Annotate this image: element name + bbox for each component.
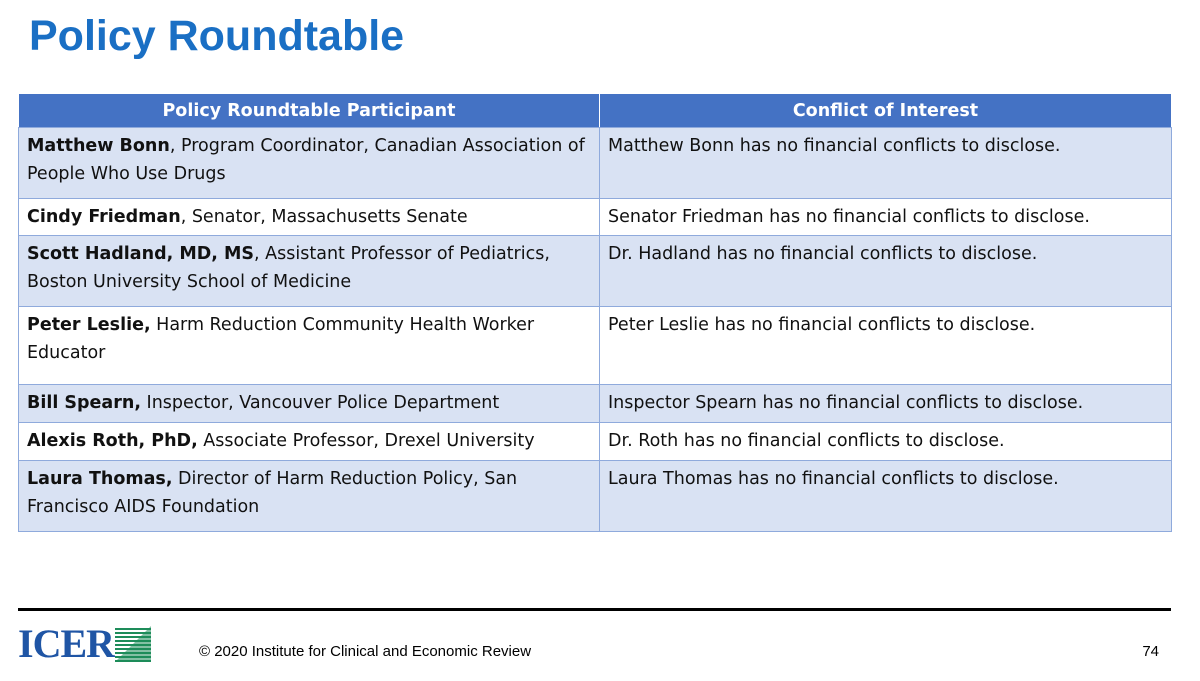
footer-divider — [18, 608, 1171, 611]
participant-cell — [19, 385, 600, 423]
conflict-cell: Senator Friedman has no financial conflicts to disclose. — [600, 199, 1172, 236]
logo-text: ICER — [18, 621, 115, 666]
participant-cell — [19, 236, 600, 307]
participant-cell — [19, 307, 600, 385]
participant-role: Associate Professor, Drexel University — [197, 431, 535, 451]
participant-role: , Program Coordinator, Canadian Association of People Who Use Drugs — [27, 136, 585, 184]
participant-name: Scott Hadland, MD, MS — [27, 244, 255, 264]
participant-role: Director of Harm Reduction Policy, San Francisco AIDS Foundation — [27, 469, 518, 517]
copyright-text: © 2020 Institute for Clinical and Economic Review — [199, 643, 532, 660]
participant-name: Laura Thomas, — [27, 469, 173, 489]
participant-name: Peter Leslie, — [27, 315, 151, 335]
participant-cell — [19, 128, 600, 199]
participant-name: Matthew Bonn — [27, 136, 170, 156]
table-row — [19, 199, 1172, 236]
table-row — [19, 307, 1172, 385]
participant-name: Cindy Friedman — [27, 207, 181, 227]
participant-role: Inspector, Vancouver Police Department — [140, 393, 500, 413]
participant-name: Alexis Roth, PhD, — [27, 431, 198, 451]
table-row — [19, 423, 1172, 461]
participants-table — [18, 93, 1172, 532]
conflict-cell: Matthew Bonn has no financial conflicts to disclose. — [600, 128, 1172, 199]
conflict-cell: Peter Leslie has no financial conflicts to disclose. — [600, 307, 1172, 385]
participant-role: , Assistant Professor of Pediatrics, Boston University School of Medicine — [27, 244, 550, 292]
table-row — [19, 128, 1172, 199]
conflict-cell: Inspector Spearn has no financial conflicts to disclose. — [600, 385, 1172, 423]
participant-role: , Senator, Massachusetts Senate — [180, 207, 468, 227]
table-row — [19, 385, 1172, 423]
table-row — [19, 236, 1172, 307]
icer-logo — [18, 621, 151, 666]
conflict-cell: Dr. Roth has no financial conflicts to disclose. — [600, 423, 1172, 461]
participant-cell — [19, 199, 600, 236]
slide-title: Policy Roundtable — [29, 12, 405, 60]
participant-cell — [19, 461, 600, 532]
participant-name: Bill Spearn, — [27, 393, 141, 413]
table-row — [19, 461, 1172, 532]
conflict-cell: Laura Thomas has no financial conflicts to disclose. — [600, 461, 1172, 532]
participant-role: Harm Reduction Community Health Worker Educator — [27, 315, 535, 363]
logo-stripes-icon — [115, 626, 151, 662]
page-number: 74 — [1142, 643, 1159, 660]
conflict-cell: Dr. Hadland has no financial conflicts to disclose. — [600, 236, 1172, 307]
participant-cell — [19, 423, 600, 461]
table-header-row — [19, 94, 1172, 128]
header-conflict: Conflict of Interest — [600, 94, 1172, 128]
header-participant: Policy Roundtable Participant — [19, 94, 600, 128]
